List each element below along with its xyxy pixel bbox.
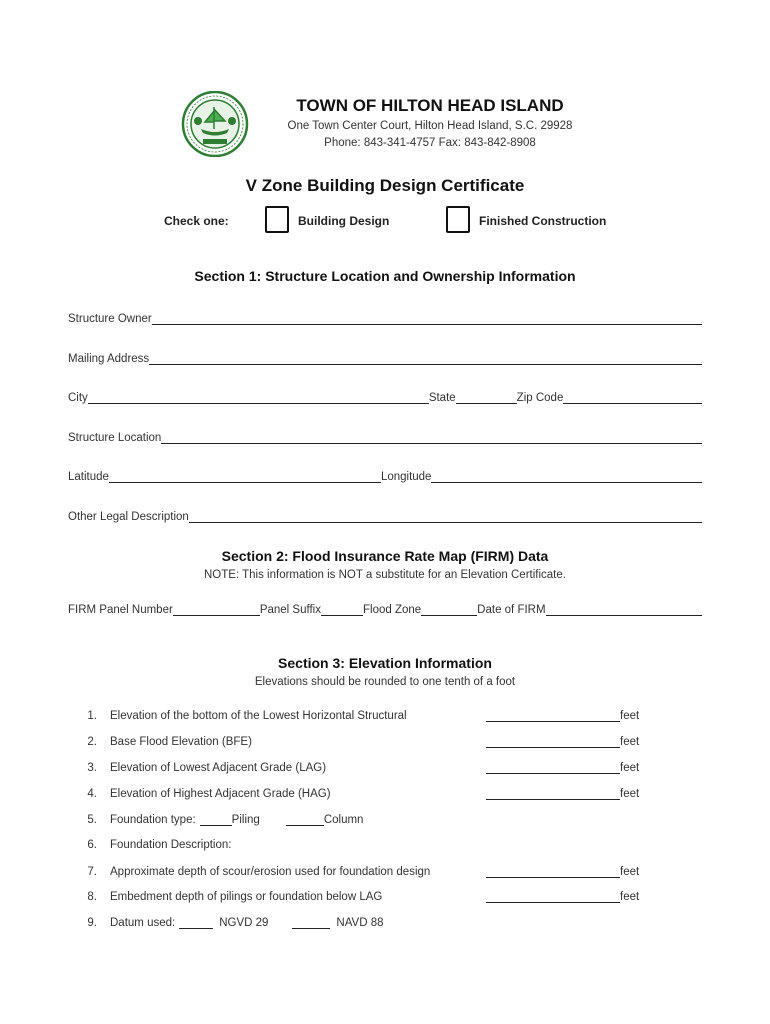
elevation-item-5 — [0, 813, 700, 826]
structure-location-field — [68, 431, 702, 444]
finished-construction-label: Finished Construction — [479, 214, 607, 228]
city-input[interactable] — [88, 391, 429, 404]
navd-input[interactable] — [292, 916, 330, 929]
finished-construction-checkbox[interactable] — [446, 206, 470, 233]
elevation-3-input[interactable] — [486, 761, 620, 774]
item-number: 9. — [87, 917, 97, 929]
elevation-item-4 — [0, 787, 700, 800]
item-label: Foundation type: — [110, 814, 196, 826]
zip-label: Zip Code — [516, 392, 564, 404]
unit-label: feet — [620, 762, 640, 774]
item-label: Elevation of the bottom of the Lowest Horizontal Structural — [110, 710, 407, 722]
column-label: Column — [323, 814, 364, 826]
elevation-item-1 — [0, 709, 700, 722]
elevation-item-8 — [0, 890, 700, 903]
flood-zone-label: Flood Zone — [362, 604, 422, 616]
unit-label: feet — [620, 891, 640, 903]
item-number: 5. — [87, 814, 97, 826]
item-number: 2. — [87, 736, 97, 748]
mailing-address-field — [68, 352, 702, 365]
item-number: 1. — [87, 710, 97, 722]
longitude-input[interactable] — [431, 470, 702, 483]
state-input[interactable] — [456, 391, 517, 404]
other-legal-label: Other Legal Description — [68, 511, 189, 523]
section1-title: Section 1: Structure Location and Ownership Information — [194, 268, 576, 284]
panel-suffix-label: Panel Suffix — [259, 604, 321, 616]
elevation-item-9 — [0, 916, 700, 929]
unit-label: feet — [620, 736, 640, 748]
org-phone-fax: Phone: 843-341-4757 Fax: 843-842-8908 — [324, 137, 536, 149]
item-label: Foundation Description: — [110, 839, 232, 851]
section3-subtitle: Elevations should be rounded to one tenth of a foot — [254, 676, 516, 688]
panel-number-label: FIRM Panel Number — [68, 604, 173, 616]
firm-data-field — [68, 603, 702, 616]
org-name: TOWN OF HILTON HEAD ISLAND — [296, 96, 564, 115]
zip-input[interactable] — [563, 391, 702, 404]
ngvd-input[interactable] — [179, 916, 213, 929]
panel-number-input[interactable] — [173, 603, 260, 616]
piling-input[interactable] — [200, 813, 232, 826]
elevation-4-input[interactable] — [486, 787, 620, 800]
elevation-1-input[interactable] — [486, 709, 620, 722]
date-of-firm-label: Date of FIRM — [477, 604, 546, 616]
elevation-2-input[interactable] — [486, 735, 620, 748]
elevation-item-3 — [0, 761, 700, 774]
form-title: V Zone Building Design Certificate — [245, 176, 525, 195]
piling-label: Piling — [231, 814, 260, 826]
unit-label: feet — [620, 710, 640, 722]
item-number: 3. — [87, 762, 97, 774]
other-legal-field — [68, 510, 702, 523]
item-label: Base Flood Elevation (BFE) — [110, 736, 252, 748]
unit-label: feet — [620, 866, 640, 878]
item-label: Embedment depth of pilings or foundation below LAG — [110, 891, 383, 903]
elevation-8-input[interactable] — [486, 890, 620, 903]
structure-owner-input[interactable] — [152, 312, 702, 325]
ngvd-label: NGVD 29 — [219, 917, 269, 929]
elevation-item-2 — [0, 735, 700, 748]
item-number: 8. — [87, 891, 97, 903]
elevation-7-input[interactable] — [486, 865, 620, 878]
item-label: Datum used: — [110, 917, 176, 929]
item-number: 4. — [87, 788, 97, 800]
longitude-label: Longitude — [380, 471, 432, 483]
lat-long-field — [68, 470, 702, 483]
town-seal-logo — [181, 91, 249, 157]
section3-title: Section 3: Elevation Information — [278, 655, 492, 671]
mailing-address-label: Mailing Address — [68, 353, 150, 365]
date-of-firm-input[interactable] — [546, 603, 702, 616]
org-address: One Town Center Court, Hilton Head Island, S.C. 29928 — [287, 120, 573, 132]
other-legal-input[interactable] — [189, 510, 702, 523]
elevation-item-6 — [0, 839, 700, 851]
building-design-label: Building Design — [298, 214, 390, 228]
mailing-address-input[interactable] — [149, 352, 702, 365]
structure-owner-field — [68, 312, 702, 325]
column-input[interactable] — [286, 813, 324, 826]
elevation-item-7 — [0, 865, 700, 878]
section2-title: Section 2: Flood Insurance Rate Map (FIRM) Data — [221, 548, 549, 564]
item-number: 7. — [87, 866, 97, 878]
section2-note: NOTE: This information is NOT a substitute for an Elevation Certificate. — [204, 569, 566, 581]
item-label: Elevation of Lowest Adjacent Grade (LAG) — [110, 762, 327, 774]
structure-location-label: Structure Location — [68, 432, 162, 444]
unit-label: feet — [620, 788, 640, 800]
structure-owner-label: Structure Owner — [68, 313, 152, 325]
city-state-zip-field — [68, 391, 702, 404]
latitude-label: Latitude — [68, 471, 109, 483]
item-number: 6. — [87, 839, 97, 851]
building-design-checkbox[interactable] — [265, 206, 289, 233]
flood-zone-input[interactable] — [421, 603, 477, 616]
latitude-input[interactable] — [109, 470, 381, 483]
item-label: Approximate depth of scour/erosion used for foundation design — [110, 866, 431, 878]
state-label: State — [428, 392, 456, 404]
check-one-label: Check one: — [164, 214, 229, 228]
item-label: Elevation of Highest Adjacent Grade (HAG) — [110, 788, 331, 800]
panel-suffix-input[interactable] — [321, 603, 363, 616]
navd-label: NAVD 88 — [336, 917, 384, 929]
structure-location-input[interactable] — [161, 431, 702, 444]
city-label: City — [68, 392, 88, 404]
